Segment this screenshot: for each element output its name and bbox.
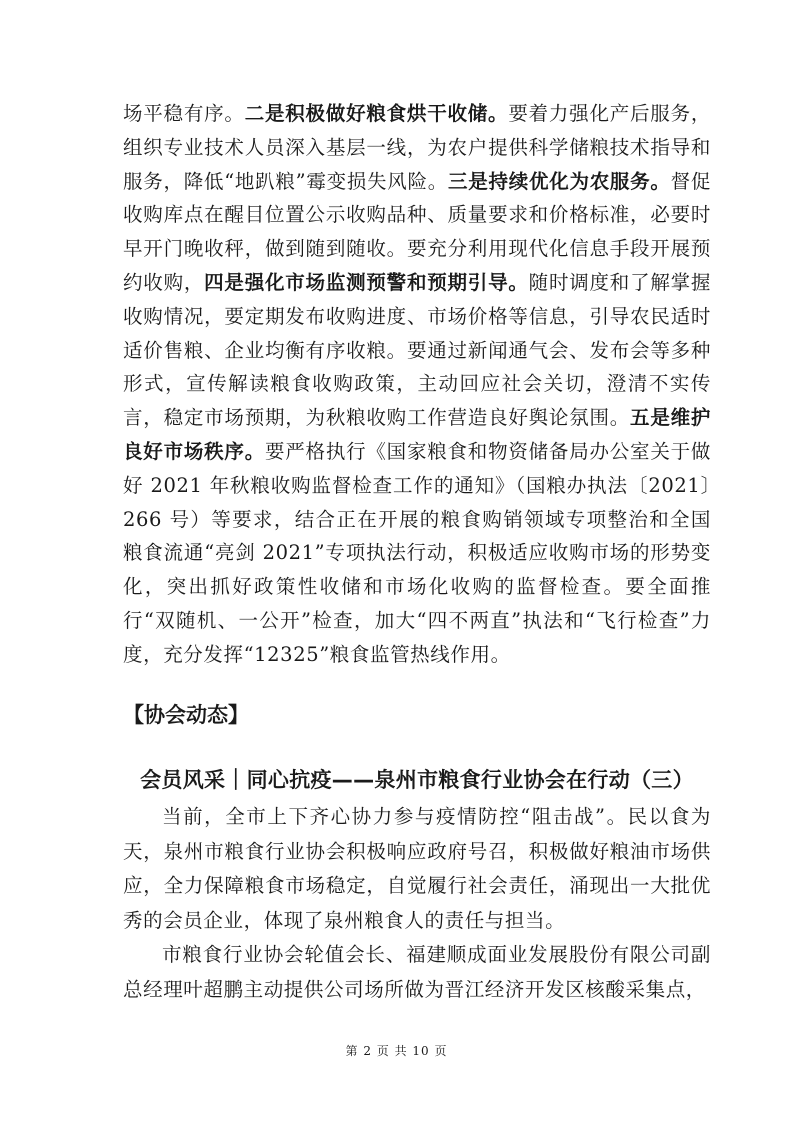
body-paragraph <box>123 97 711 672</box>
text-run: 要着力强化产后服务，组织专业技术人员深入基层一线，为农户提供科学储粮技术指导和服务，降低“地趴粮”霉变损失风险。 <box>123 102 711 193</box>
bold-point-2: 二是积极做好粮食烘干收储。 <box>244 102 509 125</box>
text-run: 要严格执行《国家粮食和物资储备局办公室关于做好 2021 年秋粮收购监督检查工作的通知》（国粮办执法〔2021〕266 号）等要求，结合正在开展的粮食购销领域专项整治和全国粮食流通“亮剑 2021”专项执法行动，积极适应收购市场的形势变化，突出抓好政策性收储和市场化收购的监督检查。要全面推行“双随机、一公开”检查，加大“四不两直”执法和“飞行检查”力度，充分发挥“12325”粮食监管热线作用。 <box>123 439 712 666</box>
article-body <box>123 800 711 1007</box>
page-footer: 第 2 页 共 10 页 <box>345 1044 448 1058</box>
bold-point-5: 五是维护良好市场秩序。 <box>123 406 711 463</box>
section-heading: 【协会动态】 <box>123 703 249 727</box>
article-paragraph-2: 市粮食行业协会轮值会长、福建顺成面业发展股份有限公司副总经理叶超鹏主动提供公司场所做为晋江经济开发区核酸采集点， <box>123 943 711 1001</box>
article-paragraph-1: 当前，全市上下齐心协力参与疫情防控“阻击战”。民以食为天，泉州市粮食行业协会积极响应政府号召，积极做好粮油市场供应，全力保障粮食市场稳定，自觉履行社会责任，涌现出一大批优秀的会员企业，体现了泉州粮食人的责任与担当。 <box>123 805 711 932</box>
bold-point-3: 三是持续优化为农服务。 <box>448 169 671 193</box>
bold-point-4: 四是强化市场监测预警和预期引导。 <box>204 270 529 294</box>
article-title: 会员风采｜同心抗疫——泉州市粮食行业协会在行动（三） <box>140 768 694 792</box>
text-run: 场平稳有序。 <box>123 102 245 125</box>
text-run: 随时调度和了解掌握收购情况，要定期发布收购进度、市场价格等信息，引导农民适时适价售粮、企业均衡有序收粮。要通过新闻通气会、发布会等多种形式，宣传解读粮食收购政策，主动回应社会关切，澄清不实传言，稳定市场预期，为秋粮收购工作营造良好舆论氛围。 <box>123 270 712 430</box>
text-run: 督促收购库点在醒目位置公示收购品种、质量要求和价格标准，必要时早开门晚收秤，做到随到随收。要充分利用现代化信息手段开展预约收购， <box>123 169 711 294</box>
